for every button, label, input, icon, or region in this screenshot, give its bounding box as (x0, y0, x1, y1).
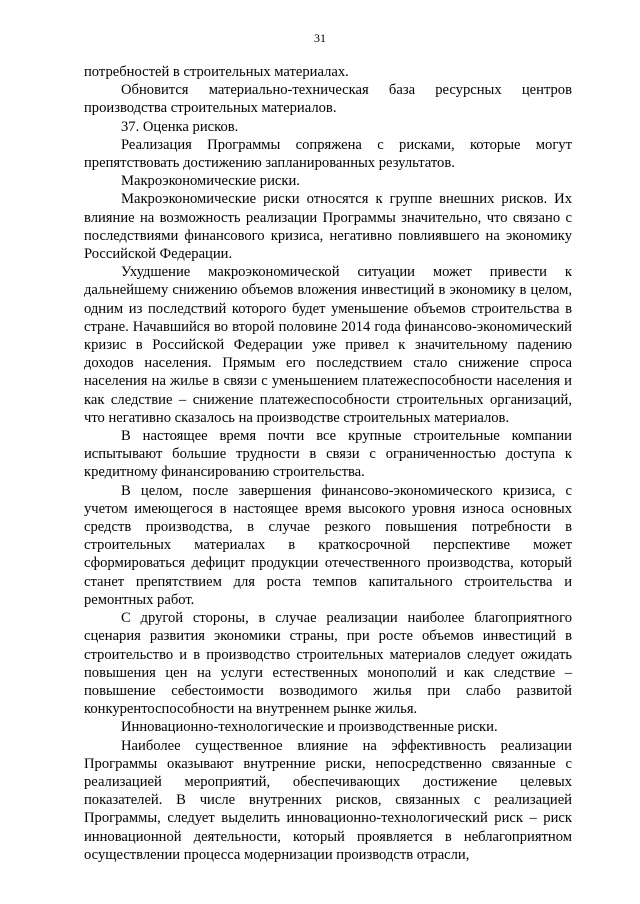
paragraph: Макроэкономические риски. (121, 173, 300, 190)
paragraph: 37. Оценка рисков. (121, 118, 239, 135)
paragraph: Реализация Программы сопряжена с рисками, которые могут препятствовать достижению запланированных результатов. (84, 136, 572, 172)
paragraph: Инновационно-технологические и производственные риски. (121, 719, 498, 736)
paragraph: потребностей в строительных материалах. (84, 64, 349, 80)
paragraph: В настоящее время почти все крупные строительные компании испытывают большие трудности в связи с ограниченностью доступа к кредитному финансированию строительства. (84, 428, 572, 481)
paragraph: С другой стороны, в случае реализации наиболее благоприятного сценария развития экономики страны, при росте объемов инвестиций в строительство и в производство строительных материалов следует ожидать повышения цен на услуги естественных монополий и как следствие – повышение себестоимости возводимого жилья при слабо развитой конкурентоспособности на внутреннем рынке жилья. (84, 610, 572, 718)
paragraph: В целом, после завершения финансово-экономического кризиса, с учетом имеющегося в настоящее время высокого уровня износа основных средств производства, в случае резкого повышения потребности в строительных материалах в краткосрочной перспективе может сформироваться дефицит продукции отечественного производства, который станет препятствием для роста темпов капитального строительства и ремонтных работ. (84, 482, 572, 608)
page-number: 31 (314, 31, 326, 45)
paragraph: Макроэкономические риски относятся к группе внешних рисков. Их влияние на возможность реализации Программы значительно, что связано с последствиями финансового кризиса, негативно повлиявшего на экономику Российской Федерации. (84, 191, 572, 263)
paragraph: Ухудшение макроэкономической ситуации может привести к дальнейшему снижению объемов вложения инвестиций в экономику в целом, одним из последствий которого будет уменьшение объемов строительства в стране. Начавшийся во второй половине 2014 года финансово-экономический кризис в Российской Федерации уже привел к значительному падению доходов населения. Прямым его последствием стало снижение спроса населения на жилье в связи с уменьшением платежеспособности населения и как следствие – снижение платежеспособности строительных организаций, что негативно сказалось на производстве строительных материалов. (84, 264, 572, 426)
paragraph: Наиболее существенное влияние на эффективность реализации Программы оказывают внутренние риски, непосредственно связанные с реализацией мероприятий, обеспечивающих достижение целевых показателей. В числе внутренних рисков, связанных с реализацией Программы, следует выделить инновационно-технологический риск – риск инновационной деятельности, который проявляется в неблагоприятном осуществлении процесса модернизации производств отрасли, (84, 737, 572, 863)
document-body (84, 63, 572, 864)
paragraph: Обновится материально-техническая база ресурсных центров производства строительных материалов. (84, 82, 572, 117)
